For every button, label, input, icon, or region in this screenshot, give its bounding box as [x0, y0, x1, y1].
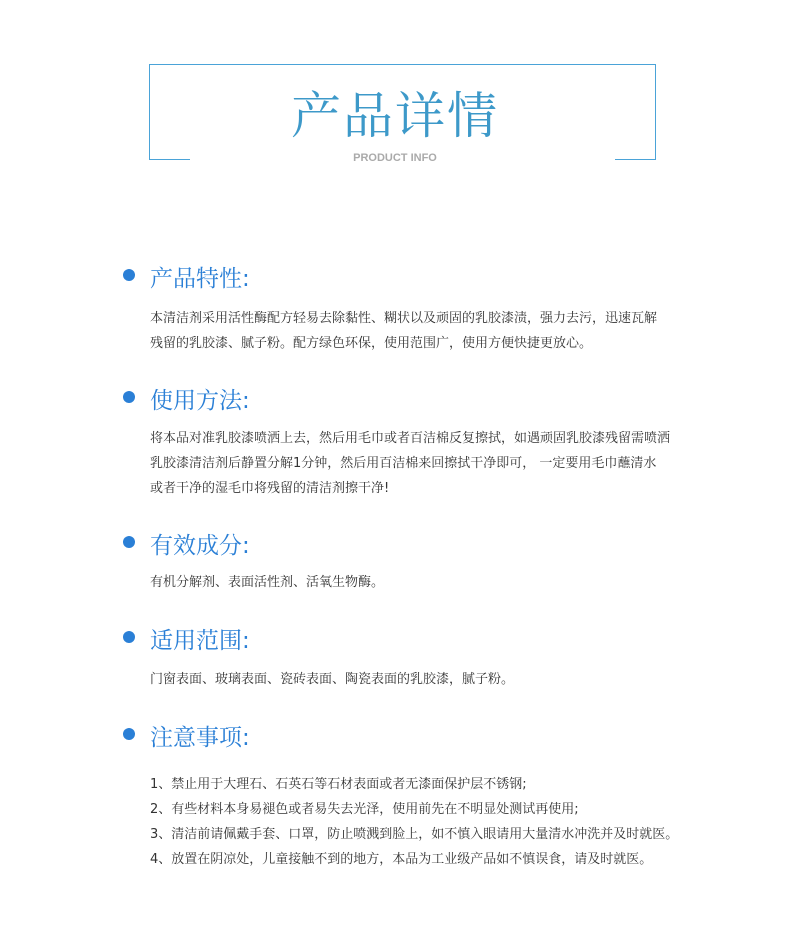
- text-line: 将本品对准乳胶漆喷洒上去，然后用毛巾或者百洁棉反复擦拭，如遇顽固乳胶漆残留需喷洒: [150, 431, 671, 446]
- section-body: [150, 570, 710, 595]
- section-title: 有效成分:: [150, 533, 250, 559]
- section-body: [150, 306, 710, 356]
- section-body: [150, 426, 710, 501]
- list-item: 3、清洁前请佩戴手套、口罩，防止喷溅到脸上，如不慎入眼请用大量清水冲洗并及时就医。: [150, 827, 679, 842]
- section-title: 使用方法:: [150, 388, 250, 414]
- bullet-icon: [123, 728, 135, 740]
- list-item: 4、放置在阴凉处，儿童接触不到的地方，本品为工业级产品如不慎误食，请及时就医。: [150, 852, 653, 867]
- bullet-icon: [123, 536, 135, 548]
- section-title: 注意事项:: [150, 725, 250, 751]
- text-line: 本清洁剂采用活性酶配方轻易去除黏性、糊状以及顽固的乳胶漆渍，强力去污，迅速瓦解: [150, 311, 658, 326]
- section-body: [150, 772, 710, 872]
- text-line: 乳胶漆清洁剂后静置分解1分钟，然后用百洁棉来回擦拭干净即可， 一定要用毛巾蘸清水: [150, 456, 657, 471]
- bullet-icon: [123, 631, 135, 643]
- list-item: 1、禁止用于大理石、石英石等石材表面或者无漆面保护层不锈钢;: [150, 777, 527, 792]
- text-line: 门窗表面、玻璃表面、瓷砖表面、陶瓷表面的乳胶漆，腻子粉。: [150, 672, 515, 687]
- text-line: 有机分解剂、表面活性剂、活氧生物酶。: [150, 575, 385, 590]
- frame-top-line: [149, 64, 656, 65]
- text-line: 或者干净的湿毛巾将残留的清洁剂擦干净!: [150, 481, 390, 496]
- list-item: 2、有些材料本身易褪色或者易失去光泽，使用前先在不明显处测试再使用;: [150, 802, 579, 817]
- section-title: 产品特性:: [150, 266, 250, 292]
- text-line: 残留的乳胶漆、腻子粉。配方绿色环保，使用范围广，使用方便快捷更放心。: [150, 336, 593, 351]
- bullet-icon: [123, 269, 135, 281]
- bullet-icon: [123, 391, 135, 403]
- section-title: 适用范围:: [150, 628, 250, 654]
- page-subtitle: PRODUCT INFO: [353, 152, 437, 164]
- page-title: 产品详情: [291, 87, 499, 145]
- section-body: [150, 667, 710, 692]
